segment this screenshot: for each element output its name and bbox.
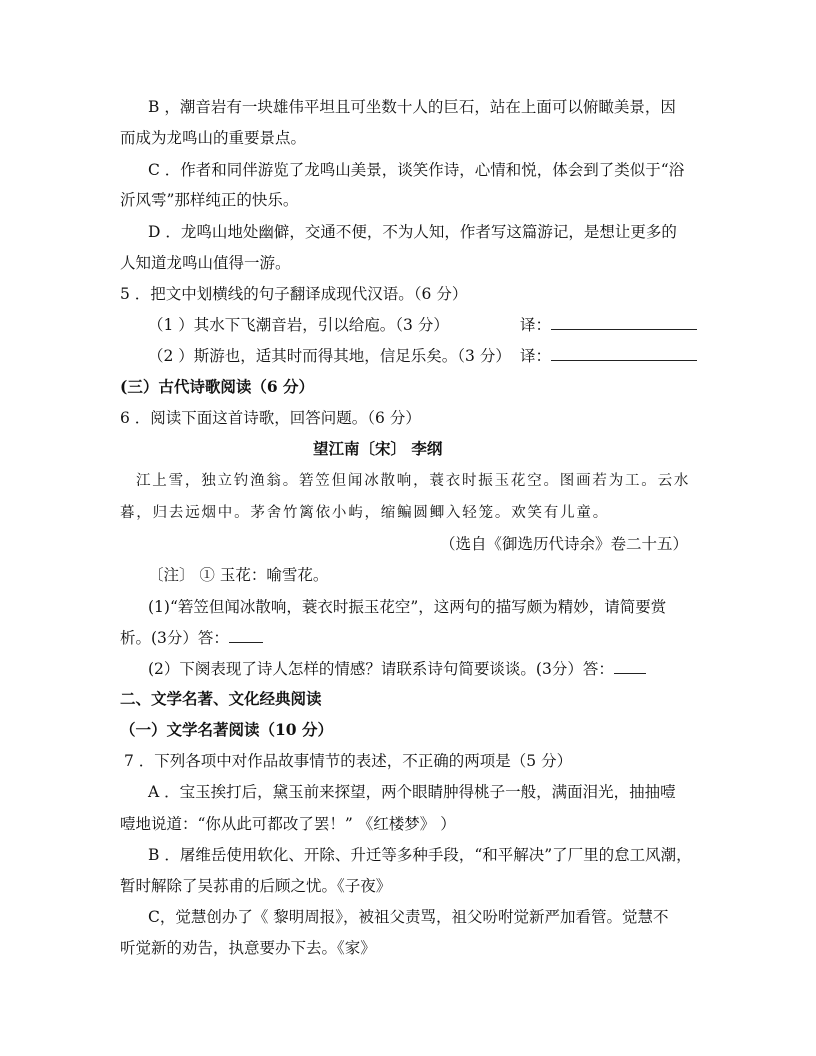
poem-note: 〔注〕 ① 玉花：喻雪花。	[148, 566, 329, 584]
poem-line2: 暮，归去远烟中。茅舍竹篱依小屿，缩鳊圆鲫入轻笼。欢笑有儿童。	[120, 505, 609, 521]
q7-option-a-line2: 噎地说道：“你从此可都改了罢！” 《红楼梦》 ）	[120, 815, 456, 833]
q7-option-c-line2: 听觉新的劝告，执意要办下去。《家》	[120, 939, 376, 957]
q5-item2-answer-blank[interactable]	[551, 346, 697, 361]
q5-prompt: 5 ．把文中划横线的句子翻译成现代汉语。（6 分）	[120, 285, 468, 303]
section3-heading: (三）古代诗歌阅读（6 分）	[120, 377, 315, 396]
q6-prompt: 6 ．阅读下面这首诗歌，回答问题。（6 分）	[120, 409, 421, 427]
q6-sub1-line2	[120, 628, 263, 648]
q4-option-b-line1: B ，潮音岩有一块雄伟平坦且可坐数十人的巨石，站在上面可以俯瞰美景，因	[148, 98, 676, 116]
q4-option-c-line2: 沂风雩”那样纯正的快乐。	[120, 191, 299, 209]
q5-item1-answer	[520, 315, 697, 335]
q6-sub1-answer-label: 析。(3分）答：	[120, 629, 229, 647]
q4-option-d-line1: D ．龙鸣山地处幽僻，交通不便，不为人知，作者写这篇游记，是想让更多的	[148, 223, 677, 241]
q5-item1-answer-label: 译：	[520, 316, 552, 334]
q5-item1: （1 ）其水下飞潮音岩，引以给庖。（3 分）	[148, 316, 449, 334]
poem-title: 望江南〔宋〕 李纲	[313, 439, 443, 458]
q7-option-c-line1: C，觉慧创办了《 黎明周报》，被祖父责骂，祖父吩咐觉新严加看管。觉慧不	[148, 908, 669, 926]
q6-sub2-answer-blank[interactable]	[614, 659, 646, 674]
q4-option-d-line2: 人知道龙鸣山值得一游。	[120, 254, 291, 272]
q5-item2-answer	[520, 346, 697, 366]
q4-option-c-line1: C ．作者和同伴游览了龙鸣山美景，谈笑作诗，心情和悦，体会到了类似于“浴	[148, 161, 685, 179]
q7-option-a-line1: A ．宝玉挨打后，黛玉前来探望，两个眼睛肿得桃子一般，满面泪光，抽抽噎	[148, 783, 676, 801]
q6-sub1-line1: (1)“箬笠但闻冰散响，蓑衣时振玉花空”，这两句的描写颇为精妙，请简要赏	[148, 598, 667, 616]
q4-option-b-line2: 而成为龙鸣山的重要景点。	[120, 129, 307, 147]
q7-option-b-line1: B ．屠维岳使用软化、开除、升迁等多种手段，“和平解决”了厂里的怠工风潮，	[148, 846, 692, 864]
poem-source: （选自《御选历代诗余》卷二十五）	[440, 535, 689, 553]
q5-item2: （2 ）斯游也，适其时而得其地，信足乐矣。（3 分）	[148, 347, 511, 365]
q6-sub2-text: (2）下阕表现了诗人怎样的情感？请联系诗句简要谈谈。(3分）答：	[148, 660, 614, 678]
q6-sub2	[148, 659, 646, 679]
q5-item1-answer-blank[interactable]	[551, 315, 697, 330]
part2-heading: 二、文学名著、文化经典阅读	[120, 689, 322, 708]
poem-line1: 江上雪，独立钓渔翁。箬笠但闻冰散响，蓑衣时振玉花空。图画若为工。云水	[136, 473, 691, 489]
q5-item2-answer-label: 译：	[520, 347, 552, 365]
q6-sub1-answer-blank[interactable]	[229, 628, 263, 643]
q7-prompt: 7 ．下列各项中对作品故事情节的表述，不正确的两项是（5 分）	[124, 752, 573, 770]
q7-option-b-line2: 暂时解除了吴荪甫的后顾之忧。《子夜》	[120, 877, 392, 895]
part2-sub1-heading: （一）文学名著阅读（10 分）	[120, 720, 333, 739]
